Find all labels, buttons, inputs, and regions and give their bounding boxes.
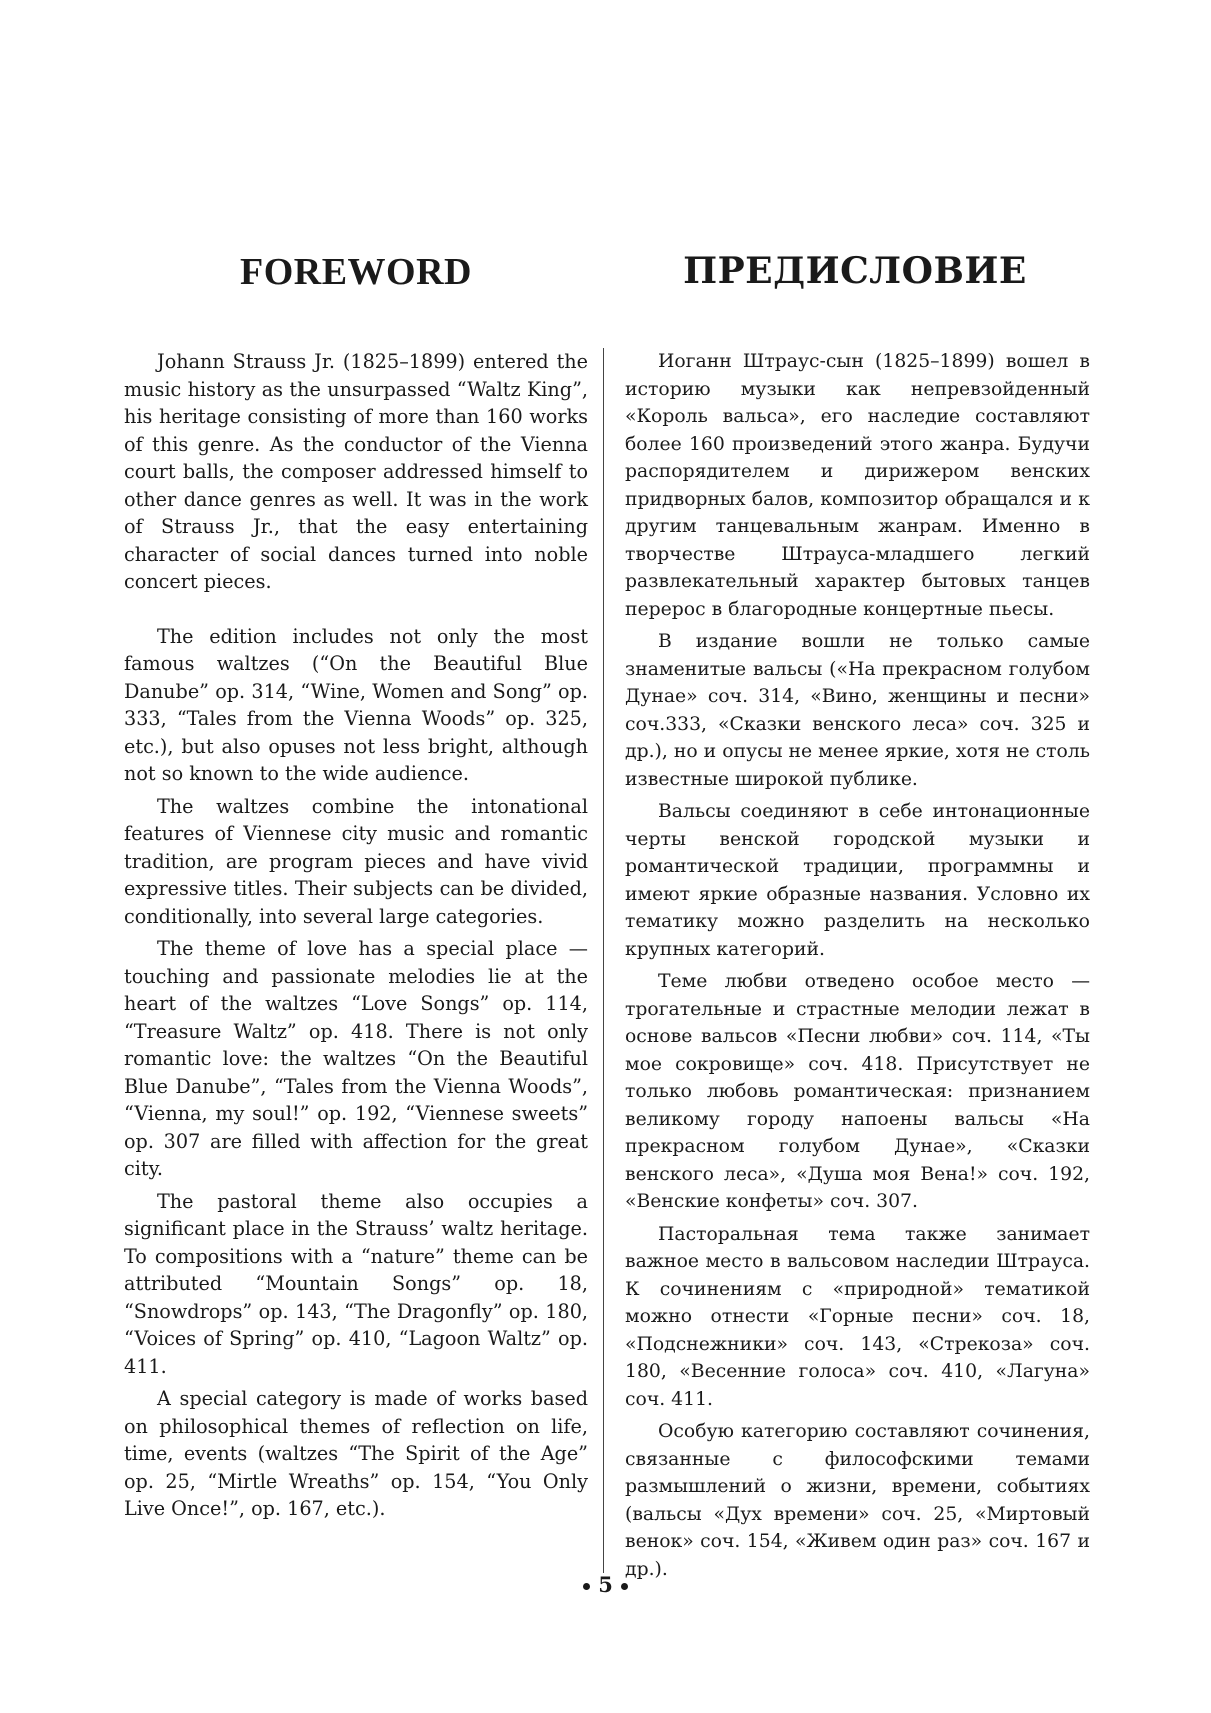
english-column [124, 348, 588, 1523]
english-paragraph-6: A special category is made of works based on philosophical themes of reflection on life, time, events (waltzes “The Spirit of the Age” op. 25, “Mirtle Wreaths” op. 154, “You Only Live Once!”, op. 167, etc.). [124, 1387, 588, 1520]
russian-paragraph-3: Вальсы соединяют в себе интонационные черты венской городской музыки и романтической традиции, программны и имеют яркие образные названия. Условно их тематику можно разделить на несколько крупных категорий. [625, 801, 1090, 960]
russian-paragraph-6: Особую категорию составляют сочинения, связанные с философскими темами размышлений о жизни, времени, событиях (вальсы «Дух времени» соч. 25, «Миртовый венок» соч. 154, «Живем один раз» соч. 167 и др.). [625, 1421, 1090, 1580]
english-paragraph-2: The edition includes not only the most famous waltzes (“On the Beautiful Blue Danube” op. 314, “Wine, Women and Song” op. 333, “Tales from the Vienna Woods” op. 325, etc.), but also opuses not less bright, although not so known to the wide audience. [124, 624, 588, 785]
english-paragraph-1: Johann Strauss Jr. (1825–1899) entered the music history as the unsurpassed “Waltz King”, his heritage consisting of more than 160 works of this genre. As the conductor of the Vienna court balls, the composer addressed himself to other dance genres as well. It was in the work of Strauss Jr., that the easy entertaining character of social dances turned into noble concert pieces. [124, 350, 588, 593]
left-dot-ornament [583, 1583, 590, 1590]
english-paragraph-3: The waltzes combine the intonational features of Viennese city music and romantic tradition, are program pieces and have vivid expressive titles. Their subjects can be divided, conditionally, into several large categories. [124, 794, 588, 928]
russian-column [625, 348, 1090, 1583]
russian-foreword-title: ПРЕДИСЛОВИЕ [683, 250, 1027, 292]
page-number-value: 5 [598, 1572, 613, 1597]
right-dot-ornament [621, 1583, 628, 1590]
russian-paragraph-4: Теме любви отведено особое место — трогательные и страстные мелодии лежат в основе вальсов «Песни любви» соч. 114, «Ты мое сокровище» соч. 418. Присутствует не только любовь романтическая: признанием великому городу напоены вальсы «На прекрасном голубом Дунае», «Сказки венского леса», «Душа моя Вена!» соч. 192, «Венские конфеты» соч. 307. [625, 971, 1090, 1212]
russian-paragraph-1: Иоганн Штраус-сын (1825–1899) вошел в историю музыки как непревзойденный «Король вальса», его наследие составляют более 160 произведений этого жанра. Будучи распорядителем и дирижером венских придворных балов, композитор обращался и к другим танцевальным жанрам. Именно в творчестве Штрауса-младшего легкий развлекательный характер бытовых танцев перерос в благородные концертные пьесы. [625, 351, 1090, 620]
english-paragraph-5: The pastoral theme also occupies a significant place in the Strauss’ waltz heritage. To compositions with a “nature” theme can be attributed “Mountain Songs” op. 18, “Snowdrops” op. 143, “The Dragonfly” op. 180, “Voices of Spring” op. 410, “Lagoon Waltz” op. 411. [124, 1189, 588, 1378]
russian-paragraph-5: Пасторальная тема также занимает важное место в вальсовом наследии Штрауса. К сочинениям с «природной» тематикой можно отнести «Горные песни» соч. 18, «Подснежники» соч. 143, «Стрекоза» соч. 180, «Весенние голоса» соч. 410, «Лагуна» соч. 411. [625, 1223, 1090, 1410]
foreword-title: FOREWORD [240, 251, 472, 293]
russian-paragraph-2: В издание вошли не только самые знаменитые вальсы («На прекрасном голубом Дунае» соч. 314, «Вино, женщины и песни» соч.333, «Сказки венского леса» соч. 325 и др.), но и опусы не менее яркие, хотя не столь известные широкой публике. [625, 631, 1090, 790]
page-number [0, 1572, 1211, 1597]
english-paragraph-4: The theme of love has a special place — touching and passionate melodies lie at the heart of the waltzes “Love Songs” op. 114, “Treasure Waltz” op. 418. There is not only romantic love: the waltzes “On the Beautiful Blue Danube”, “Tales from the Vienna Woods”, “Vienna, my soul!” op. 192, “Viennese sweets” op. 307 are filled with affection for the great city. [124, 937, 588, 1180]
column-divider [603, 348, 604, 1573]
